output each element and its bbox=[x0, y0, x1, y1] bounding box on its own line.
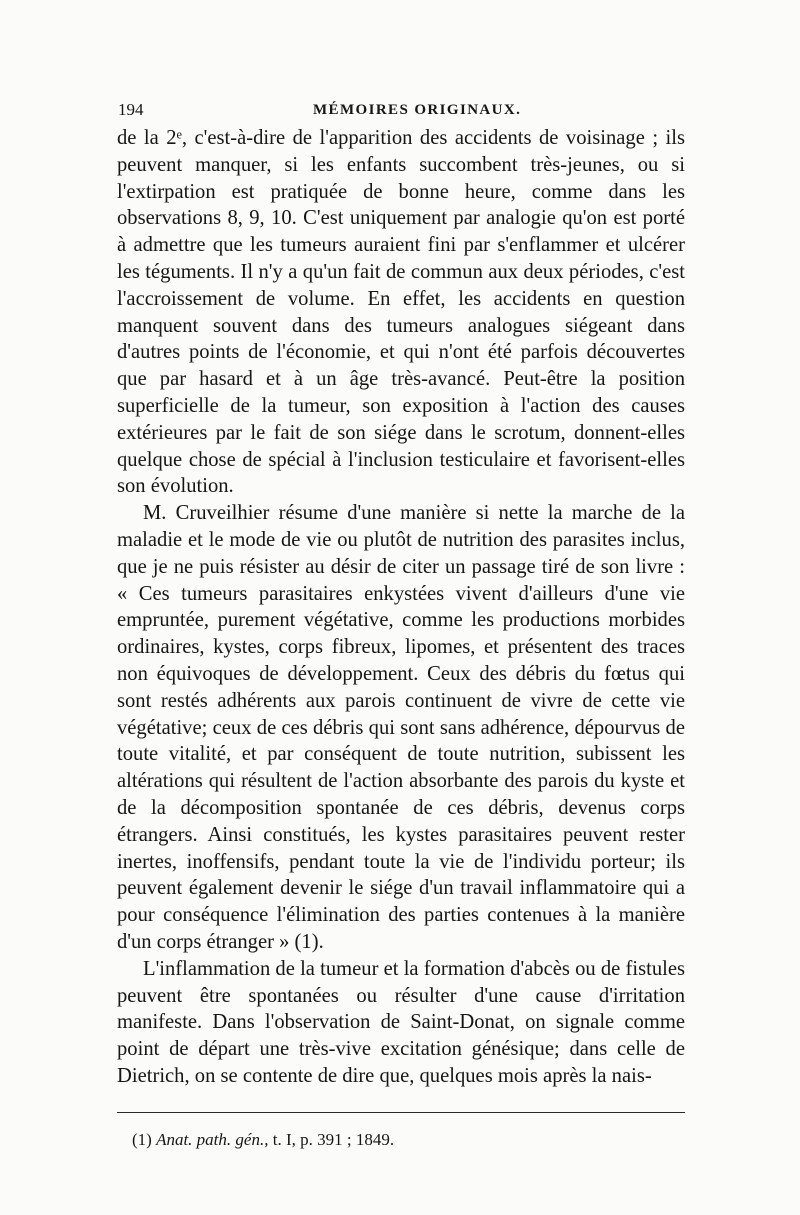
paragraph-inflammation: L'inflammation de la tumeur et la formation d'abcès ou de fistules peuvent être spontanées ou résulter d'une cause d'irritation manifeste. Dans l'observation de Saint-Donat, on signale comme point de départ une très-vive excitation génésique; dans celle de Dietrich, on se contente de dire que, quelques mois après la nais- bbox=[117, 957, 685, 1087]
page-number: 194 bbox=[118, 100, 144, 119]
footnote-reference: t. I, p. 391 ; 1849. bbox=[268, 1130, 395, 1149]
footnote-marker: (1) bbox=[132, 1130, 157, 1149]
paragraph-cruveilhier: M. Cruveilhier résume d'une manière si nette la marche de la maladie et le mode de vie ou plutôt de nutrition des parasites inclus, que je ne puis résister au désir de citer un passage tiré de son livre : « Ces tumeurs parasitaires enkystées vivent d'ailleurs d'une vie empruntée, purement végétative, comme les productions morbides ordinaires, kystes, corps fibreux, lipomes, et présentent des traces non équivoques de développement. Ceux des débris du fœtus qui sont restés adhérents aux parois continuent de vivre de cette vie végétative; ceux de ces débris qui sont sans adhérence, dépourvus de toute vitalité, et par conséquent de toute nutrition, subissent les altérations qui résultent de l'action absorbante des parois du kyste et de la décomposition spontanée de ces débris, devenus corps étrangers. Ainsi constitués, les kystes parasitaires peuvent rester inertes, inoffensifs, pendant toute la vie de l'individu porteur; ils peuvent également devenir le siége d'un travail inflammatoire qui a pour conséquence l'élimination des parties contenues à la manière d'un corps étranger » (1). bbox=[117, 502, 685, 953]
footnote-divider bbox=[117, 1112, 685, 1113]
footnote-source: Anat. path. gén., bbox=[156, 1130, 269, 1149]
running-title: MÉMOIRES ORIGINAUX. bbox=[313, 102, 522, 118]
paragraph-continuation: de la 2ᵉ, c'est-à-dire de l'apparition des accidents de voisinage ; ils peuvent manquer, si les enfants succombent très-jeunes, ou si l'extirpation est pratiquée de bonne heure, comme dans les observations 8, 9, 10. C'est uniquement par analogie qu'on est porté à admettre que les tumeurs auraient fini par s'enflammer et ulcérer les téguments. Il n'y a qu'un fait de commun aux deux périodes, c'est l'accroissement de volume. En effet, les accidents en question manquent souvent dans des tumeurs analogues siégeant dans d'autres points de l'économie, et qui n'ont été parfois découvertes que par hasard et à un âge très-avancé. Peut-être la position superficielle de la tumeur, son exposition à l'action des causes extérieures par le fait de son siége dans le scrotum, donnent-elles quelque chose de spécial à l'inclusion testiculaire et favorisent-elles son évolution. bbox=[117, 127, 685, 498]
running-header bbox=[118, 95, 686, 125]
body-text bbox=[117, 125, 685, 1090]
footnote bbox=[132, 1128, 685, 1152]
